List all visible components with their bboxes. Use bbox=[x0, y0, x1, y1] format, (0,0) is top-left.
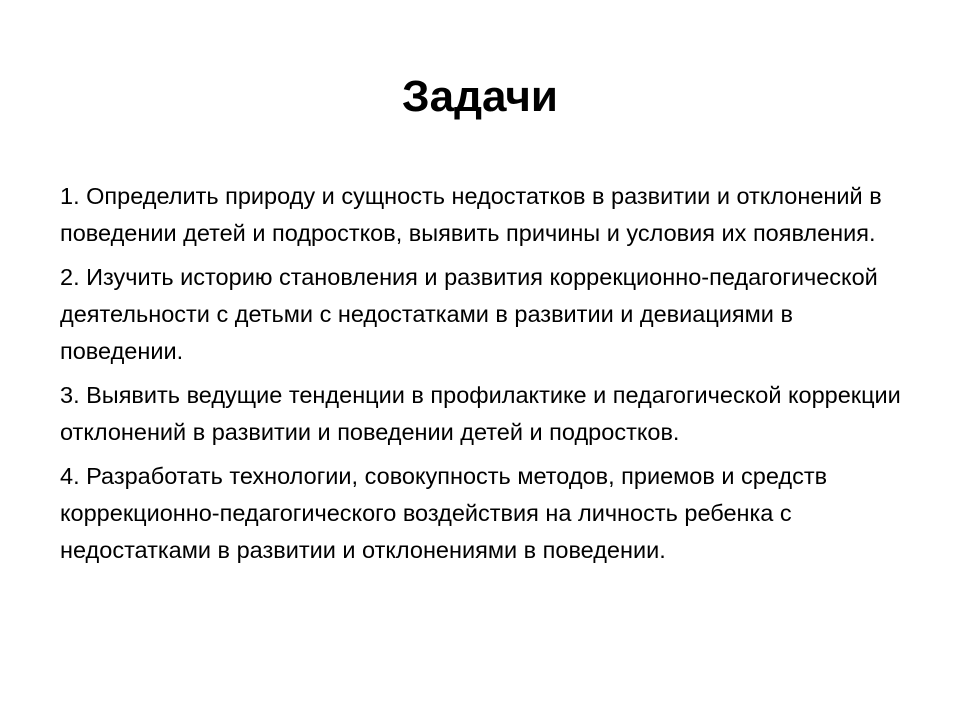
task-item-3: 3. Выявить ведущие тенденции в профилактике и педагогической коррекции отклонений в развитии и поведении детей и подростков. bbox=[60, 382, 901, 445]
task-item-1: 1. Определить природу и сущность недостатков в развитии и отклонений в поведении детей и подростков, выявить причины и условия их появления. bbox=[60, 183, 882, 246]
task-list bbox=[60, 178, 910, 576]
task-item-2: 2. Изучить историю становления и развития коррекционно-педагогической деятельности с детьми с недостатками в развитии и девиациями в поведении. bbox=[60, 264, 878, 364]
slide-title: Задачи bbox=[402, 72, 558, 121]
task-item-4: 4. Разработать технологии, совокупность методов, приемов и средств коррекционно-педагогического воздействия на личность ребенка с недостатками в развитии и отклонениями в поведении. bbox=[60, 463, 828, 563]
